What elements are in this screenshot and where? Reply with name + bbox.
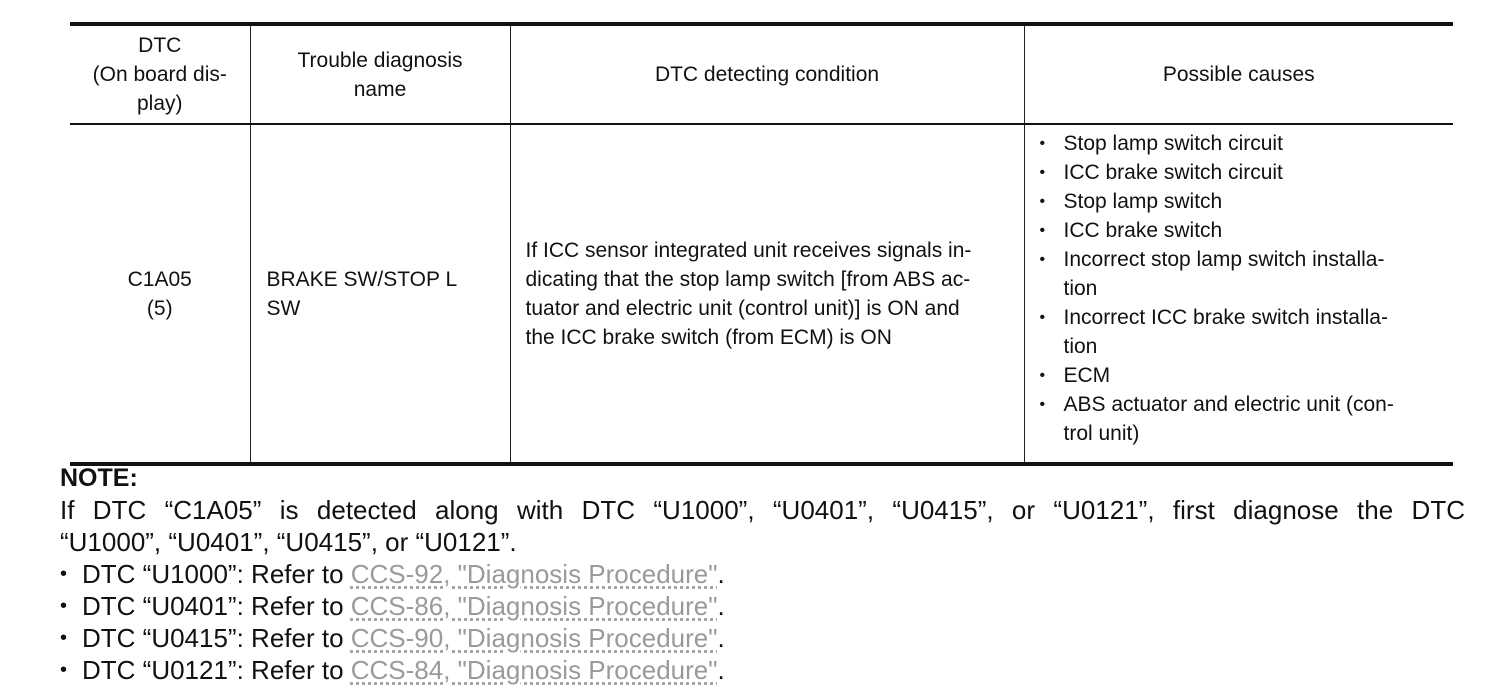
ref-prefix: DTC “U0401”: Refer to bbox=[82, 591, 351, 621]
header-dtc-line: DTC bbox=[138, 34, 182, 57]
cause-text: Incorrect stop lamp switch installa- bbox=[1063, 248, 1385, 271]
ref-prefix: DTC “U0121”: Refer to bbox=[82, 655, 351, 685]
table-header-row bbox=[70, 24, 1453, 124]
ref-suffix: . bbox=[717, 591, 725, 621]
note-text-line: “U1000”, “U0401”, “U0415”, or “U0121”. bbox=[60, 527, 517, 557]
ref-suffix: . bbox=[717, 655, 725, 685]
reference-list bbox=[60, 558, 1465, 686]
header-condition-text: DTC detecting condition bbox=[654, 63, 880, 86]
cause-text: Stop lamp switch circuit bbox=[1063, 132, 1283, 155]
list-item bbox=[1037, 187, 1448, 216]
ref-prefix: DTC “U1000”: Refer to bbox=[82, 559, 351, 589]
list-item bbox=[60, 558, 1465, 590]
dtc-code: C1A05 bbox=[127, 267, 192, 291]
note-text-line: If DTC “C1A05” is detected along with DTC “U1000”, “U0401”, “U0415”, or “U0121”, first diagnose the DTC bbox=[60, 495, 1465, 525]
table-row bbox=[70, 124, 1453, 464]
header-possible-causes bbox=[1024, 24, 1453, 124]
header-dtc-line: (On board dis- bbox=[92, 63, 227, 86]
header-detecting-condition bbox=[510, 24, 1024, 124]
ref-link-ccs-92[interactable]: CCS-92, "Diagnosis Procedure" bbox=[350, 559, 718, 589]
dtc-table bbox=[70, 22, 1453, 466]
ref-suffix: . bbox=[717, 559, 725, 589]
list-item bbox=[1037, 303, 1448, 361]
list-item bbox=[1037, 158, 1448, 187]
ref-link-ccs-84[interactable]: CCS-84, "Diagnosis Procedure" bbox=[350, 655, 718, 685]
cause-text: ICC brake switch circuit bbox=[1063, 161, 1283, 184]
condition-line: dicating that the stop lamp switch [from ABS ac- bbox=[525, 267, 971, 291]
cell-detecting-condition bbox=[510, 124, 1024, 464]
cause-text: Incorrect ICC brake switch installa- bbox=[1063, 306, 1388, 329]
condition-line: the ICC brake switch (from ECM) is ON bbox=[525, 325, 892, 349]
causes-list bbox=[1037, 129, 1448, 448]
list-item bbox=[1037, 245, 1448, 303]
ref-suffix: . bbox=[717, 623, 725, 653]
cell-possible-causes bbox=[1024, 124, 1453, 464]
cell-trouble-name bbox=[250, 124, 510, 464]
condition-line: tuator and electric unit (control unit)] is ON and bbox=[525, 296, 960, 320]
list-item bbox=[60, 622, 1465, 654]
trouble-name-line: BRAKE SW/STOP L bbox=[266, 267, 458, 291]
list-item bbox=[60, 654, 1465, 686]
ref-prefix: DTC “U0415”: Refer to bbox=[82, 623, 351, 653]
header-causes-text: Possible causes bbox=[1162, 63, 1315, 86]
list-item bbox=[60, 590, 1465, 622]
condition-line: If ICC sensor integrated unit receives signals in- bbox=[525, 238, 972, 262]
cause-text: ABS actuator and electric unit (con- bbox=[1063, 393, 1394, 416]
header-dtc bbox=[70, 24, 250, 124]
cell-dtc bbox=[70, 124, 250, 464]
cause-text: trol unit) bbox=[1063, 422, 1140, 445]
list-item bbox=[1037, 129, 1448, 158]
dtc-display: (5) bbox=[146, 296, 173, 320]
list-item bbox=[1037, 216, 1448, 245]
list-item bbox=[1037, 361, 1448, 390]
cause-text: ECM bbox=[1063, 364, 1111, 387]
header-trouble-diagnosis-name bbox=[250, 24, 510, 124]
cause-text: tion bbox=[1063, 277, 1098, 300]
cause-text: tion bbox=[1063, 335, 1098, 358]
note-title: NOTE: bbox=[60, 464, 138, 492]
cause-text: ICC brake switch bbox=[1063, 219, 1223, 242]
header-dtc-line: play) bbox=[136, 92, 183, 115]
header-name-line: name bbox=[353, 77, 407, 101]
note-text bbox=[60, 494, 1465, 558]
cause-text: Stop lamp switch bbox=[1063, 190, 1223, 213]
ref-link-ccs-90[interactable]: CCS-90, "Diagnosis Procedure" bbox=[350, 623, 718, 653]
list-item bbox=[1037, 390, 1448, 448]
header-name-line: Trouble diagnosis bbox=[297, 48, 463, 72]
trouble-name-line: SW bbox=[266, 296, 301, 320]
note-section bbox=[60, 462, 1465, 686]
ref-link-ccs-86[interactable]: CCS-86, "Diagnosis Procedure" bbox=[350, 591, 718, 621]
